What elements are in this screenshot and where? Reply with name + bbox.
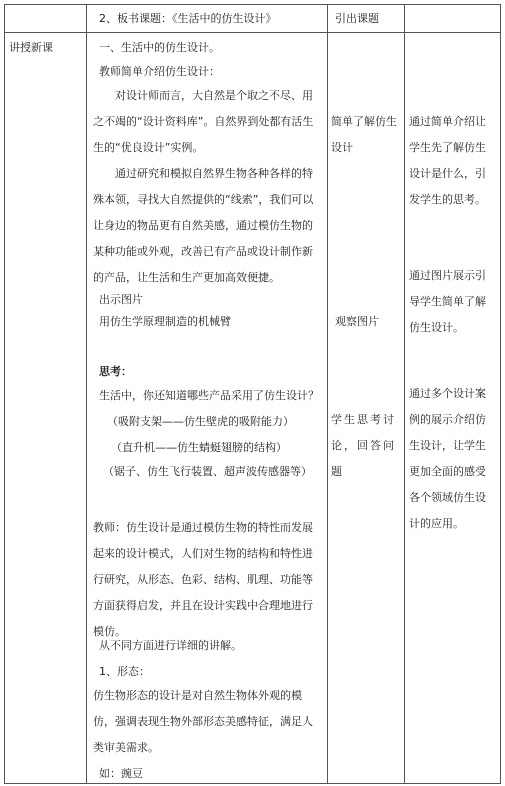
row-divider: [5, 32, 500, 33]
paragraph-form-imitation: 仿生物形态的设计是对自然生物体外观的模仿，强调表现生物外部形态美感特征，满足人类审美需求。: [93, 689, 313, 754]
board-title-cell: 2、板书课题：《生活中的仿生设计》: [99, 12, 277, 25]
student-activity-discuss: 学生思考讨论，回答问题: [331, 413, 396, 478]
column-divider: [327, 5, 328, 783]
think-title: 思考：: [99, 365, 132, 378]
paragraph-design-library: 对设计师而言，大自然是个取之不尽、用之不竭的“设计资料库”。自然界到处都有活生生的“优良设计”实例。: [93, 89, 314, 154]
section-label: 讲授新课: [9, 41, 53, 54]
column-divider: [86, 5, 87, 783]
example-helicopter: （直升机——仿生蜻蜓翅膀的结构）: [111, 441, 287, 454]
section-heading: 一、生活中的仿生设计。: [99, 41, 220, 54]
form-subheading: 1、形态：: [99, 665, 150, 678]
intent-introduction: 通过简单介绍让学生先了解仿生设计是什么，引发学生的思考。: [409, 115, 486, 206]
example-pea-text: 如：豌豆: [99, 767, 143, 780]
student-activity-header: 引出课题: [335, 12, 379, 25]
mechanical-arm-text: 用仿生学原理制造的机械臂: [99, 315, 231, 328]
paragraph-bionic-definition: 教师：仿生设计是通过模仿生物的特性而发展起来的设计模式，人们对生物的结构和特性进行研究，从形态、色彩、结构、肌理、功能等方面获得启发，并且在设计实践中合理地进行模仿。: [93, 521, 313, 638]
example-other-products: （锯子、仿生飞行装置、超声波传感器等）: [103, 465, 312, 478]
show-pictures-text: 出示图片: [99, 293, 143, 306]
example-suction-holder: （吸附支架——仿生壁虎的吸附能力）: [107, 415, 294, 428]
paragraph-bionics-intro: 通过研究和模拟自然界生物各种各样的特殊本领，寻找大自然提供的“线索”，我们可以让身边的物品更有自然美感，通过模仿生物的某种功能或外观，改善已有产品或设计制作新的产品，让生活和生产更加高效便捷。: [93, 167, 314, 284]
intro-text: 教师简单介绍仿生设计：: [99, 65, 220, 78]
student-activity-understand: 简单了解仿生设计: [331, 115, 397, 154]
intent-pictures: 通过图片展示引导学生简单了解仿生设计。: [409, 269, 486, 334]
intent-cases: 通过多个设计案例的展示介绍仿生设计，让学生更加全面的感受各个领域仿生设计的应用。: [409, 387, 486, 530]
think-question: 生活中，你还知道哪些产品采用了仿生设计？: [99, 389, 319, 402]
student-activity-observe: 观察图片: [335, 315, 379, 328]
detail-explanation-text: 从不同方面进行详细的讲解。: [99, 639, 242, 652]
lesson-table: [4, 4, 501, 784]
column-divider: [404, 5, 405, 783]
